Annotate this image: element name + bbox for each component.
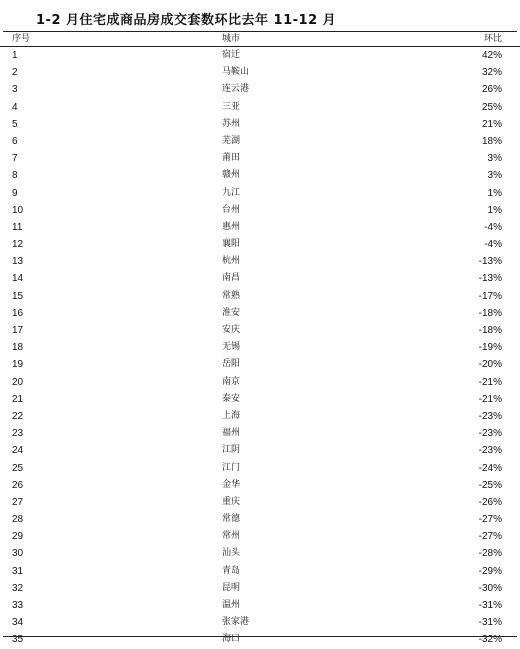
row-city: 三亚 — [222, 101, 241, 112]
row-index: 19 — [12, 359, 24, 371]
row-value: -17% — [478, 290, 502, 302]
row-index: 7 — [12, 153, 18, 165]
row-index: 9 — [12, 187, 18, 199]
row-city: 马鞍山 — [222, 67, 250, 78]
row-index: 25 — [12, 462, 24, 474]
row-value: -21% — [478, 376, 502, 388]
row-city: 常德 — [222, 514, 241, 525]
row-value: -13% — [478, 273, 502, 285]
row-index: 12 — [12, 239, 24, 251]
row-city: 芜湖 — [222, 135, 241, 146]
table-row — [0, 442, 520, 459]
bottom-rule — [3, 636, 517, 637]
row-index: 16 — [12, 307, 24, 319]
row-city: 海口 — [222, 634, 241, 645]
row-city: 苏州 — [222, 118, 241, 129]
row-index: 3 — [12, 84, 18, 96]
table-row — [0, 391, 520, 408]
row-city: 温州 — [222, 600, 241, 610]
table-row — [0, 614, 520, 631]
table-row — [0, 477, 520, 494]
row-value: -18% — [478, 307, 502, 319]
row-city: 惠州 — [222, 221, 241, 232]
row-index: 6 — [12, 135, 18, 147]
row-index: 31 — [12, 565, 24, 577]
row-index: 26 — [12, 479, 24, 491]
row-index: 32 — [12, 582, 24, 594]
table-row — [0, 545, 520, 562]
row-value: -32% — [478, 634, 502, 646]
table-row — [0, 202, 520, 219]
row-value: -31% — [478, 600, 502, 611]
row-value: 25% — [481, 101, 502, 113]
table-row — [0, 425, 520, 442]
row-city: 重庆 — [222, 496, 241, 507]
table-row — [0, 270, 520, 287]
table-row — [0, 81, 520, 98]
header-city: 城市 — [222, 34, 241, 44]
table-row — [0, 99, 520, 116]
row-index: 13 — [12, 256, 24, 268]
table-row — [0, 356, 520, 373]
row-value: 32% — [481, 67, 502, 79]
row-city: 青岛 — [222, 565, 241, 576]
row-city: 淮安 — [222, 307, 241, 318]
row-value: 18% — [481, 135, 502, 147]
table-row — [0, 150, 520, 167]
row-index: 17 — [12, 325, 24, 336]
row-city: 莆田 — [222, 153, 241, 164]
header-value: 环比 — [483, 34, 502, 44]
table-row — [0, 528, 520, 545]
table-title: 1-2 月住宅成商品房成交套数环比去年 11-12 月 — [36, 13, 337, 28]
table-row — [0, 116, 520, 133]
row-value: -28% — [478, 548, 502, 560]
row-city: 常熟 — [222, 290, 241, 301]
row-city: 南京 — [222, 376, 241, 387]
data-table — [0, 32, 520, 649]
row-city: 岳阳 — [222, 359, 241, 370]
row-value: 3% — [487, 170, 502, 182]
table-row — [0, 305, 520, 322]
row-city: 江阴 — [222, 445, 241, 456]
row-index: 30 — [12, 548, 24, 560]
row-city: 襄阳 — [222, 239, 241, 250]
table-row — [0, 511, 520, 528]
row-value: -23% — [478, 410, 502, 422]
row-index: 15 — [12, 290, 24, 302]
table-row — [0, 374, 520, 391]
row-value: -20% — [478, 359, 502, 371]
row-city: 金华 — [222, 479, 241, 490]
table-header — [0, 32, 520, 47]
row-value: -27% — [478, 531, 502, 543]
row-value: 42% — [481, 50, 502, 61]
table-row — [0, 185, 520, 202]
row-city: 江门 — [222, 462, 241, 473]
row-index: 24 — [12, 445, 24, 457]
table-row — [0, 631, 520, 648]
row-value: -23% — [478, 445, 502, 457]
row-index: 20 — [12, 376, 24, 388]
table-row — [0, 339, 520, 356]
row-value: 21% — [481, 118, 502, 130]
row-index: 10 — [12, 204, 24, 216]
row-index: 4 — [12, 101, 18, 113]
row-value: -29% — [478, 565, 502, 577]
row-index: 11 — [12, 221, 23, 233]
table-row — [0, 408, 520, 425]
row-value: -26% — [478, 496, 502, 508]
row-city: 张家港 — [222, 617, 250, 628]
row-value: -13% — [478, 256, 502, 268]
table-row — [0, 219, 520, 236]
row-city: 宿迁 — [222, 50, 241, 60]
row-value: 3% — [487, 153, 502, 165]
row-value: 1% — [487, 187, 502, 199]
row-city: 昆明 — [222, 582, 241, 593]
row-index: 33 — [12, 600, 24, 611]
row-city: 连云港 — [222, 84, 250, 95]
row-value: -31% — [478, 617, 502, 629]
row-index: 5 — [12, 118, 18, 130]
row-value: -19% — [478, 342, 502, 354]
row-index: 23 — [12, 428, 24, 440]
row-city: 台州 — [222, 204, 241, 215]
row-index: 1 — [12, 50, 18, 61]
row-index: 34 — [12, 617, 24, 629]
table-row — [0, 288, 520, 305]
table-row — [0, 580, 520, 597]
row-city: 福州 — [222, 428, 241, 439]
row-value: -25% — [478, 479, 502, 491]
table-row — [0, 47, 520, 64]
table-row — [0, 253, 520, 270]
table-row — [0, 597, 520, 614]
row-value: -30% — [478, 582, 502, 594]
table-row — [0, 167, 520, 184]
row-city: 泰安 — [222, 393, 241, 404]
row-value: -4% — [484, 239, 502, 251]
row-city: 汕头 — [222, 548, 241, 559]
row-index: 28 — [12, 514, 24, 526]
row-value: -18% — [478, 325, 502, 336]
row-value: -27% — [478, 514, 502, 526]
table-row — [0, 64, 520, 81]
row-city: 无锡 — [222, 342, 241, 353]
header-index: 序号 — [12, 34, 31, 44]
row-index: 35 — [12, 634, 24, 646]
table-row — [0, 460, 520, 477]
table-row — [0, 322, 520, 339]
table-body — [0, 47, 520, 649]
row-index: 22 — [12, 410, 24, 422]
table-row — [0, 494, 520, 511]
row-index: 2 — [12, 67, 18, 79]
row-city: 常州 — [222, 531, 241, 542]
row-city: 杭州 — [222, 256, 241, 267]
row-value: -21% — [478, 393, 502, 405]
row-city: 赣州 — [222, 170, 241, 181]
row-index: 14 — [12, 273, 24, 285]
row-city: 安庆 — [222, 325, 241, 335]
row-index: 21 — [12, 393, 24, 405]
row-value: -4% — [484, 221, 502, 233]
row-value: 1% — [487, 204, 502, 216]
row-value: -23% — [478, 428, 502, 440]
row-index: 29 — [12, 531, 24, 543]
table-row — [0, 563, 520, 580]
row-index: 18 — [12, 342, 24, 354]
row-value: -24% — [478, 462, 502, 474]
table-row — [0, 236, 520, 253]
table-row — [0, 133, 520, 150]
row-value: 26% — [481, 84, 502, 96]
row-index: 27 — [12, 496, 24, 508]
row-index: 8 — [12, 170, 18, 182]
row-city: 九江 — [222, 187, 241, 198]
row-city: 南昌 — [222, 273, 241, 284]
row-city: 上海 — [222, 410, 241, 421]
